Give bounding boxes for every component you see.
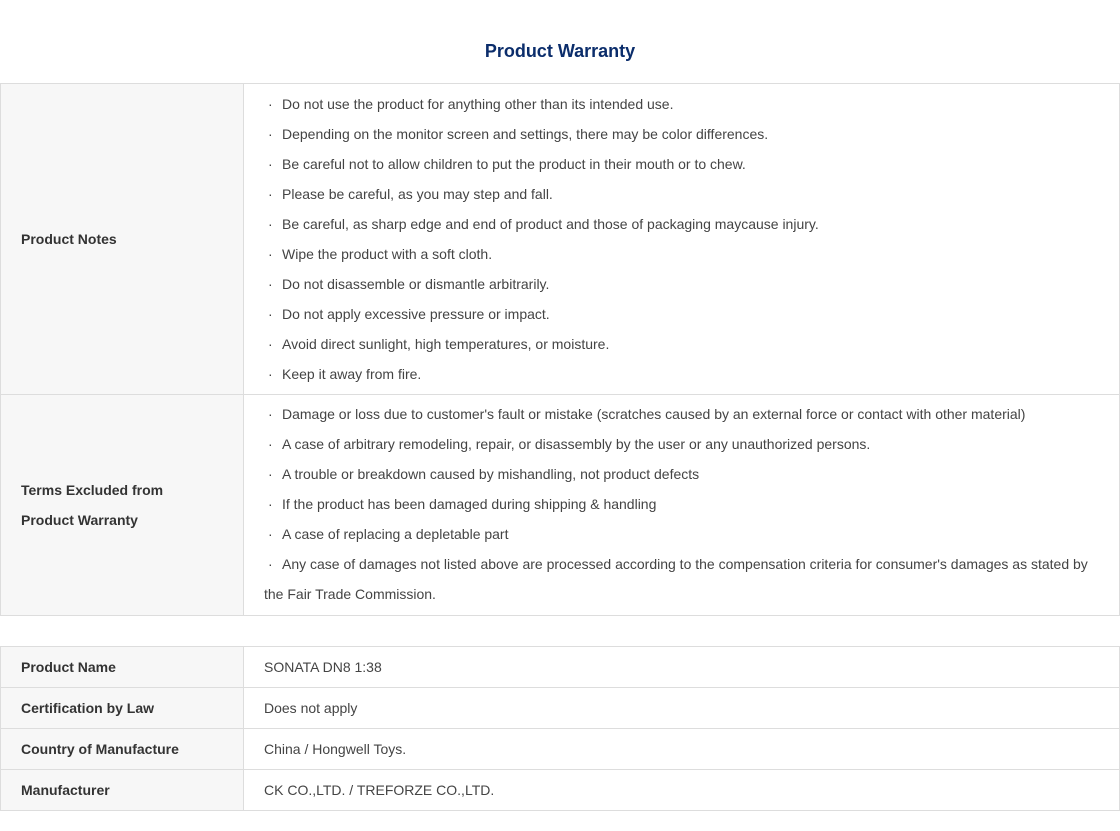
terms-excluded-row: [1, 395, 1120, 616]
certification-value: Does not apply: [244, 688, 1120, 729]
manufacturer-label: Manufacturer: [1, 770, 244, 811]
country-value: China / Hongwell Toys.: [244, 729, 1120, 770]
terms-excluded-label: [1, 395, 244, 616]
list-item: · Be careful not to allow children to put the product in their mouth or to chew.: [264, 149, 1119, 179]
list-item: · Do not apply excessive pressure or impact.: [264, 299, 1119, 329]
list-item: · Please be careful, as you may step and fall.: [264, 179, 1119, 209]
warranty-table: [0, 83, 1120, 616]
product-info-table: [0, 646, 1120, 811]
list-item: · If the product has been damaged during shipping & handling: [264, 489, 1101, 519]
list-item: · Do not disassemble or dismantle arbitrarily.: [264, 269, 1119, 299]
terms-excluded-cell: [244, 395, 1120, 616]
terms-label-line: Terms Excluded from: [21, 482, 164, 498]
list-item: · Keep it away from fire.: [264, 359, 1119, 389]
product-notes-list: [264, 89, 1119, 389]
table-row: [1, 770, 1120, 811]
table-row: [1, 729, 1120, 770]
list-item: · Avoid direct sunlight, high temperatures, or moisture.: [264, 329, 1119, 359]
list-item: · Any case of damages not listed above are processed according to the compensation criteria for consumer's damages as stated by the Fair Trade Commission.: [264, 549, 1101, 609]
terms-excluded-list: [264, 399, 1101, 609]
list-item: · Depending on the monitor screen and settings, there may be color differences.: [264, 119, 1119, 149]
product-name-value: SONATA DN8 1:38: [244, 647, 1120, 688]
list-item: · Be careful, as sharp edge and end of product and those of packaging maycause injury.: [264, 209, 1119, 239]
product-notes-row: [1, 84, 1120, 395]
product-name-label: Product Name: [1, 647, 244, 688]
product-notes-label: Product Notes: [1, 84, 244, 395]
product-notes-cell: [244, 84, 1120, 395]
list-item: · A case of replacing a depletable part: [264, 519, 1101, 549]
table-row: [1, 688, 1120, 729]
terms-label-line: Product Warranty: [21, 512, 138, 528]
list-item: · Wipe the product with a soft cloth.: [264, 239, 1119, 269]
list-item: · Do not use the product for anything other than its intended use.: [264, 89, 1119, 119]
table-row: [1, 647, 1120, 688]
list-item: · A case of arbitrary remodeling, repair, or disassembly by the user or any unauthorized persons.: [264, 429, 1101, 459]
manufacturer-value: CK CO.,LTD. / TREFORZE CO.,LTD.: [244, 770, 1120, 811]
page-title: Product Warranty: [484, 41, 636, 61]
list-item: · A trouble or breakdown caused by mishandling, not product defects: [264, 459, 1101, 489]
list-item: · Damage or loss due to customer's fault or mistake (scratches caused by an external force or contact with other material): [264, 399, 1101, 429]
certification-label: Certification by Law: [1, 688, 244, 729]
country-label: Country of Manufacture: [1, 729, 244, 770]
